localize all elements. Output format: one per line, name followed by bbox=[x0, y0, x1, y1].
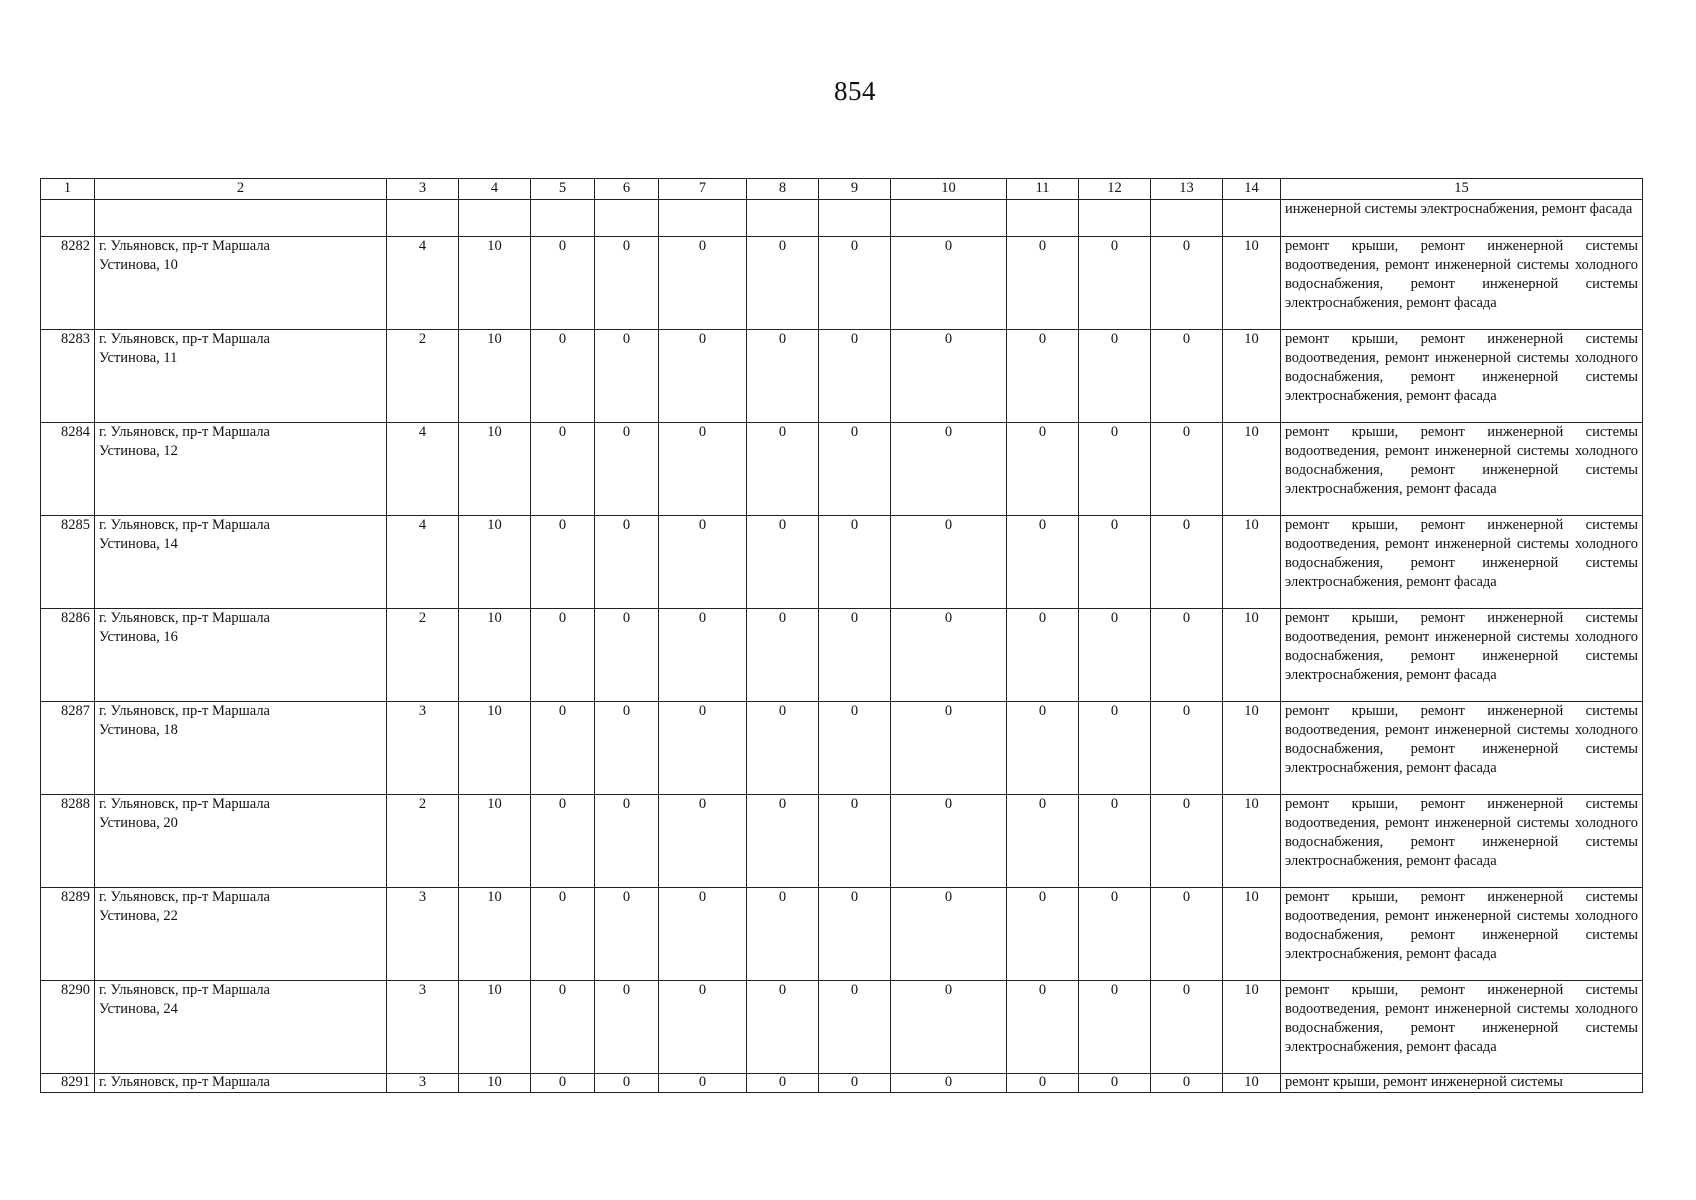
cell-col-3: 4 bbox=[387, 516, 459, 609]
cell-col-11: 0 bbox=[1007, 237, 1079, 330]
cell-col-4: 10 bbox=[459, 330, 531, 423]
cell-col-11: 0 bbox=[1007, 702, 1079, 795]
cell-col-8: 0 bbox=[747, 888, 819, 981]
column-header-12: 12 bbox=[1079, 179, 1151, 200]
cell-col-3: 3 bbox=[387, 981, 459, 1074]
repair-program-table bbox=[40, 178, 1643, 1093]
row-number: 8288 bbox=[41, 795, 95, 888]
cell-col-11: 0 bbox=[1007, 795, 1079, 888]
table-row-8282 bbox=[41, 237, 1643, 330]
cell-col-11: 0 bbox=[1007, 609, 1079, 702]
cell-col-8: 0 bbox=[747, 795, 819, 888]
cell-col-9: 0 bbox=[819, 609, 891, 702]
cell-col-11: 0 bbox=[1007, 888, 1079, 981]
column-header-5: 5 bbox=[531, 179, 595, 200]
address-cell bbox=[95, 795, 387, 888]
address-line-house: Устинова, 20 bbox=[99, 815, 178, 831]
table-row-8289 bbox=[41, 888, 1643, 981]
continuation-row bbox=[41, 200, 1643, 237]
row-number: 8287 bbox=[41, 702, 95, 795]
cell-col-4: 10 bbox=[459, 702, 531, 795]
cell-empty bbox=[531, 200, 595, 237]
column-header-9: 9 bbox=[819, 179, 891, 200]
column-header-8: 8 bbox=[747, 179, 819, 200]
address-cell bbox=[95, 609, 387, 702]
cell-col-7: 0 bbox=[659, 516, 747, 609]
row-number: 8284 bbox=[41, 423, 95, 516]
cell-empty bbox=[1007, 200, 1079, 237]
works-cell: ремонт крыши, ремонт инженерной системы водоотведения, ремонт инженерной системы холодного водоснабжения, ремонт инженерной системы электроснабжения, ремонт фасада bbox=[1281, 981, 1643, 1074]
works-cell: инженерной системы электроснабжения, ремонт фасада bbox=[1281, 200, 1643, 237]
table-row-8291 bbox=[41, 1074, 1643, 1093]
cell-col-8: 0 bbox=[747, 609, 819, 702]
cell-col-9: 0 bbox=[819, 1074, 891, 1093]
address-line-house: Устинова, 12 bbox=[99, 443, 178, 459]
address-line-city-street: г. Ульяновск, пр-т Маршала bbox=[99, 517, 270, 533]
column-header-14: 14 bbox=[1223, 179, 1281, 200]
cell-col-3: 2 bbox=[387, 330, 459, 423]
cell-col-11: 0 bbox=[1007, 516, 1079, 609]
cell-empty bbox=[595, 200, 659, 237]
cell-col-4: 10 bbox=[459, 795, 531, 888]
cell-col-9: 0 bbox=[819, 237, 891, 330]
cell-col-7: 0 bbox=[659, 888, 747, 981]
cell-col-6: 0 bbox=[595, 609, 659, 702]
cell-col-14: 10 bbox=[1223, 1074, 1281, 1093]
cell-col-5: 0 bbox=[531, 981, 595, 1074]
column-header-4: 4 bbox=[459, 179, 531, 200]
cell-col-5: 0 bbox=[531, 516, 595, 609]
cell-col-5: 0 bbox=[531, 423, 595, 516]
works-cell: ремонт крыши, ремонт инженерной системы водоотведения, ремонт инженерной системы холодного водоснабжения, ремонт инженерной системы электроснабжения, ремонт фасада bbox=[1281, 237, 1643, 330]
table-row-8290 bbox=[41, 981, 1643, 1074]
address-cell bbox=[95, 702, 387, 795]
table-row-8286 bbox=[41, 609, 1643, 702]
row-number: 8291 bbox=[41, 1074, 95, 1093]
row-number: 8282 bbox=[41, 237, 95, 330]
cell-empty bbox=[95, 200, 387, 237]
cell-empty bbox=[819, 200, 891, 237]
address-line-house: Устинова, 16 bbox=[99, 629, 178, 645]
works-cell: ремонт крыши, ремонт инженерной системы bbox=[1281, 1074, 1643, 1093]
cell-col-12: 0 bbox=[1079, 702, 1151, 795]
address-cell bbox=[95, 981, 387, 1074]
cell-col-14: 10 bbox=[1223, 330, 1281, 423]
cell-col-12: 0 bbox=[1079, 237, 1151, 330]
cell-col-3: 4 bbox=[387, 237, 459, 330]
table-row-8285 bbox=[41, 516, 1643, 609]
address-line-city-street: г. Ульяновск, пр-т Маршала bbox=[99, 610, 270, 626]
cell-col-13: 0 bbox=[1151, 237, 1223, 330]
cell-col-14: 10 bbox=[1223, 702, 1281, 795]
cell-col-12: 0 bbox=[1079, 981, 1151, 1074]
cell-col-13: 0 bbox=[1151, 423, 1223, 516]
address-cell: г. Ульяновск, пр-т Маршала bbox=[95, 1074, 387, 1093]
row-number: 8283 bbox=[41, 330, 95, 423]
works-cell: ремонт крыши, ремонт инженерной системы водоотведения, ремонт инженерной системы холодного водоснабжения, ремонт инженерной системы электроснабжения, ремонт фасада bbox=[1281, 423, 1643, 516]
cell-col-5: 0 bbox=[531, 237, 595, 330]
cell-col-12: 0 bbox=[1079, 516, 1151, 609]
cell-col-4: 10 bbox=[459, 1074, 531, 1093]
cell-col-12: 0 bbox=[1079, 609, 1151, 702]
cell-col-5: 0 bbox=[531, 330, 595, 423]
cell-col-10: 0 bbox=[891, 609, 1007, 702]
address-line-house: Устинова, 22 bbox=[99, 908, 178, 924]
works-cell: ремонт крыши, ремонт инженерной системы водоотведения, ремонт инженерной системы холодного водоснабжения, ремонт инженерной системы электроснабжения, ремонт фасада bbox=[1281, 516, 1643, 609]
cell-col-3: 3 bbox=[387, 888, 459, 981]
table-row-8287 bbox=[41, 702, 1643, 795]
column-header-13: 13 bbox=[1151, 179, 1223, 200]
cell-col-6: 0 bbox=[595, 330, 659, 423]
cell-col-10: 0 bbox=[891, 330, 1007, 423]
cell-col-14: 10 bbox=[1223, 516, 1281, 609]
cell-empty bbox=[1223, 200, 1281, 237]
cell-col-12: 0 bbox=[1079, 330, 1151, 423]
cell-col-11: 0 bbox=[1007, 330, 1079, 423]
table-body bbox=[41, 200, 1643, 237]
address-line-city-street: г. Ульяновск, пр-т Маршала bbox=[99, 982, 270, 998]
address-cell bbox=[95, 516, 387, 609]
cell-col-6: 0 bbox=[595, 516, 659, 609]
header-row bbox=[41, 179, 1643, 200]
cell-col-8: 0 bbox=[747, 1074, 819, 1093]
cell-col-10: 0 bbox=[891, 795, 1007, 888]
cell-col-4: 10 bbox=[459, 888, 531, 981]
cell-empty bbox=[1151, 200, 1223, 237]
page-number: 854 bbox=[834, 76, 876, 106]
cell-col-13: 0 bbox=[1151, 609, 1223, 702]
cell-col-9: 0 bbox=[819, 516, 891, 609]
cell-col-13: 0 bbox=[1151, 1074, 1223, 1093]
cell-col-4: 10 bbox=[459, 981, 531, 1074]
address-line-house: Устинова, 10 bbox=[99, 257, 178, 273]
cell-col-13: 0 bbox=[1151, 888, 1223, 981]
cell-col-14: 10 bbox=[1223, 609, 1281, 702]
cell-col-13: 0 bbox=[1151, 516, 1223, 609]
cell-col-6: 0 bbox=[595, 237, 659, 330]
cell-col-11: 0 bbox=[1007, 1074, 1079, 1093]
cell-col-10: 0 bbox=[891, 888, 1007, 981]
last-row-body bbox=[41, 1074, 1643, 1093]
cell-empty bbox=[387, 200, 459, 237]
cell-col-12: 0 bbox=[1079, 795, 1151, 888]
column-number-header bbox=[41, 179, 1643, 200]
address-line-house: Устинова, 24 bbox=[99, 1001, 178, 1017]
cell-col-3: 3 bbox=[387, 702, 459, 795]
cell-col-10: 0 bbox=[891, 981, 1007, 1074]
cell-col-10: 0 bbox=[891, 1074, 1007, 1093]
table-row-8284 bbox=[41, 423, 1643, 516]
cell-col-10: 0 bbox=[891, 516, 1007, 609]
cell-col-12: 0 bbox=[1079, 423, 1151, 516]
address-line-city-street: г. Ульяновск, пр-т Маршала bbox=[99, 796, 270, 812]
cell-col-4: 10 bbox=[459, 237, 531, 330]
cell-col-5: 0 bbox=[531, 702, 595, 795]
address-line-house: Устинова, 18 bbox=[99, 722, 178, 738]
cell-col-5: 0 bbox=[531, 609, 595, 702]
works-cell: ремонт крыши, ремонт инженерной системы водоотведения, ремонт инженерной системы холодного водоснабжения, ремонт инженерной системы электроснабжения, ремонт фасада bbox=[1281, 609, 1643, 702]
cell-col-10: 0 bbox=[891, 702, 1007, 795]
cell-col-6: 0 bbox=[595, 1074, 659, 1093]
cell-col-8: 0 bbox=[747, 702, 819, 795]
cell-col-8: 0 bbox=[747, 237, 819, 330]
cell-col-5: 0 bbox=[531, 888, 595, 981]
cell-col-7: 0 bbox=[659, 1074, 747, 1093]
table-row-8283 bbox=[41, 330, 1643, 423]
cell-col-5: 0 bbox=[531, 795, 595, 888]
cell-col-4: 10 bbox=[459, 516, 531, 609]
column-header-11: 11 bbox=[1007, 179, 1079, 200]
row-number: 8285 bbox=[41, 516, 95, 609]
row-number: 8289 bbox=[41, 888, 95, 981]
address-line-city-street: г. Ульяновск, пр-т Маршала bbox=[99, 703, 270, 719]
cell-col-8: 0 bbox=[747, 981, 819, 1074]
cell-col-6: 0 bbox=[595, 795, 659, 888]
column-header-2: 2 bbox=[95, 179, 387, 200]
cell-col-12: 0 bbox=[1079, 888, 1151, 981]
cell-col-6: 0 bbox=[595, 702, 659, 795]
works-cell: ремонт крыши, ремонт инженерной системы водоотведения, ремонт инженерной системы холодного водоснабжения, ремонт инженерной системы электроснабжения, ремонт фасада bbox=[1281, 702, 1643, 795]
table-row-8288 bbox=[41, 795, 1643, 888]
cell-empty bbox=[459, 200, 531, 237]
cell-col-8: 0 bbox=[747, 423, 819, 516]
column-header-15: 15 bbox=[1281, 179, 1643, 200]
cell-empty bbox=[659, 200, 747, 237]
cell-col-9: 0 bbox=[819, 423, 891, 516]
address-cell bbox=[95, 237, 387, 330]
column-header-1: 1 bbox=[41, 179, 95, 200]
address-line-house: Устинова, 11 bbox=[99, 350, 178, 366]
address-line-city-street: г. Ульяновск, пр-т Маршала bbox=[99, 889, 270, 905]
column-header-6: 6 bbox=[595, 179, 659, 200]
cell-col-11: 0 bbox=[1007, 981, 1079, 1074]
cell-col-4: 10 bbox=[459, 423, 531, 516]
column-header-3: 3 bbox=[387, 179, 459, 200]
cell-col-12: 0 bbox=[1079, 1074, 1151, 1093]
address-line-city-street: г. Ульяновск, пр-т Маршала bbox=[99, 424, 270, 440]
cell-col-14: 10 bbox=[1223, 423, 1281, 516]
cell-col-3: 3 bbox=[387, 1074, 459, 1093]
cell-col-7: 0 bbox=[659, 330, 747, 423]
cell-col-7: 0 bbox=[659, 702, 747, 795]
address-cell bbox=[95, 330, 387, 423]
cell-col-7: 0 bbox=[659, 981, 747, 1074]
works-cell: ремонт крыши, ремонт инженерной системы водоотведения, ремонт инженерной системы холодного водоснабжения, ремонт инженерной системы электроснабжения, ремонт фасада bbox=[1281, 888, 1643, 981]
cell-col-9: 0 bbox=[819, 981, 891, 1074]
cell-col-13: 0 bbox=[1151, 795, 1223, 888]
cell-col-8: 0 bbox=[747, 516, 819, 609]
row-number: 8286 bbox=[41, 609, 95, 702]
cell-col-7: 0 bbox=[659, 609, 747, 702]
address-cell bbox=[95, 423, 387, 516]
cell-empty bbox=[41, 200, 95, 237]
cell-col-7: 0 bbox=[659, 423, 747, 516]
cell-col-10: 0 bbox=[891, 237, 1007, 330]
works-cell: ремонт крыши, ремонт инженерной системы водоотведения, ремонт инженерной системы холодного водоснабжения, ремонт инженерной системы электроснабжения, ремонт фасада bbox=[1281, 795, 1643, 888]
cell-col-8: 0 bbox=[747, 330, 819, 423]
cell-col-3: 4 bbox=[387, 423, 459, 516]
cell-col-9: 0 bbox=[819, 888, 891, 981]
address-line-city-street: г. Ульяновск, пр-т Маршала bbox=[99, 331, 270, 347]
cell-empty bbox=[747, 200, 819, 237]
cell-col-7: 0 bbox=[659, 237, 747, 330]
cell-col-13: 0 bbox=[1151, 702, 1223, 795]
cell-col-14: 10 bbox=[1223, 981, 1281, 1074]
cell-col-13: 0 bbox=[1151, 981, 1223, 1074]
cell-col-14: 10 bbox=[1223, 888, 1281, 981]
address-cell bbox=[95, 888, 387, 981]
column-header-7: 7 bbox=[659, 179, 747, 200]
address-line-city-street: г. Ульяновск, пр-т Маршала bbox=[99, 238, 270, 254]
cell-col-4: 10 bbox=[459, 609, 531, 702]
cell-col-9: 0 bbox=[819, 795, 891, 888]
cell-col-14: 10 bbox=[1223, 795, 1281, 888]
cell-empty bbox=[891, 200, 1007, 237]
cell-empty bbox=[1079, 200, 1151, 237]
cell-col-3: 2 bbox=[387, 609, 459, 702]
cell-col-9: 0 bbox=[819, 330, 891, 423]
cell-col-9: 0 bbox=[819, 702, 891, 795]
cell-col-13: 0 bbox=[1151, 330, 1223, 423]
cell-col-5: 0 bbox=[531, 1074, 595, 1093]
cell-col-6: 0 bbox=[595, 981, 659, 1074]
cell-col-6: 0 bbox=[595, 423, 659, 516]
works-cell: ремонт крыши, ремонт инженерной системы водоотведения, ремонт инженерной системы холодного водоснабжения, ремонт инженерной системы электроснабжения, ремонт фасада bbox=[1281, 330, 1643, 423]
cell-col-14: 10 bbox=[1223, 237, 1281, 330]
cell-col-11: 0 bbox=[1007, 423, 1079, 516]
cell-col-3: 2 bbox=[387, 795, 459, 888]
address-rows bbox=[41, 237, 1643, 1074]
cell-col-7: 0 bbox=[659, 795, 747, 888]
cell-col-6: 0 bbox=[595, 888, 659, 981]
cell-col-10: 0 bbox=[891, 423, 1007, 516]
column-header-10: 10 bbox=[891, 179, 1007, 200]
address-line-house: Устинова, 14 bbox=[99, 536, 178, 552]
row-number: 8290 bbox=[41, 981, 95, 1074]
